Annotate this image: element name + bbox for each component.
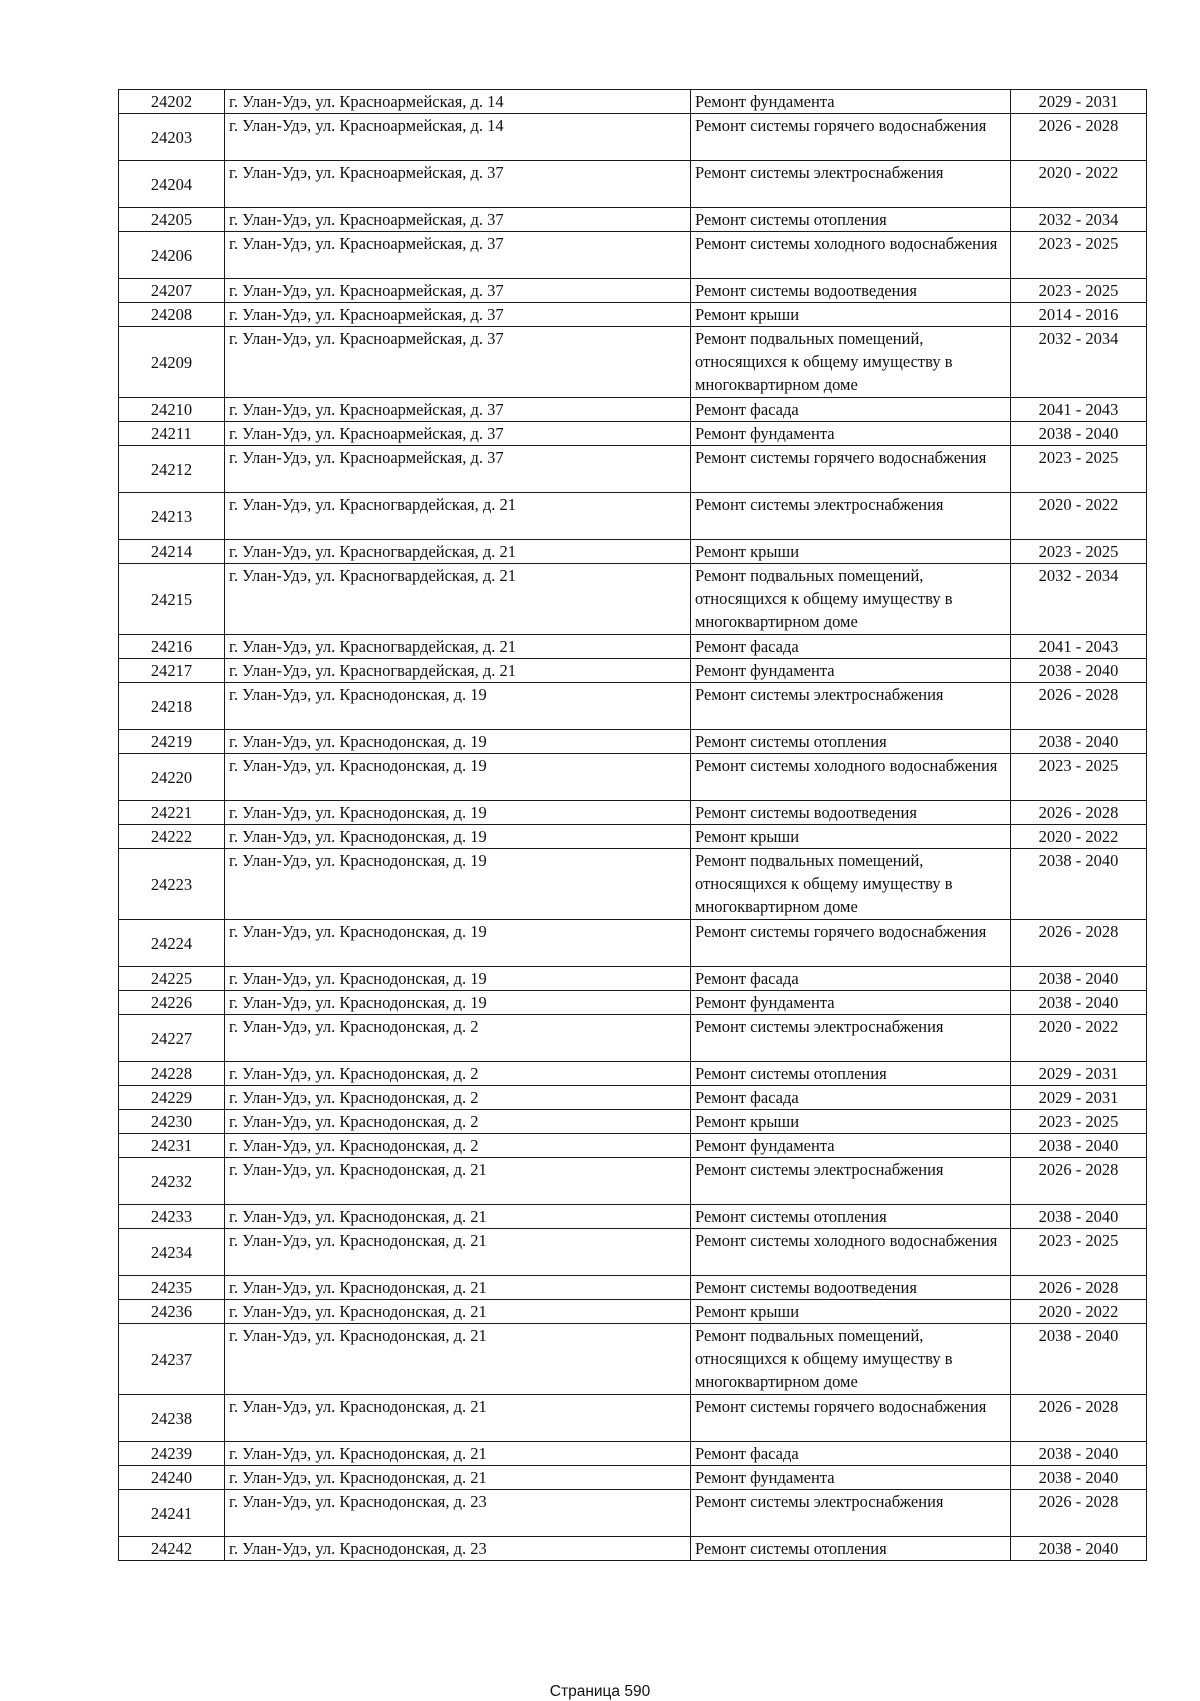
work-type-cell: Ремонт системы электроснабжения (691, 161, 1011, 208)
row-number-cell: 24204 (119, 161, 225, 208)
period-cell: 2038 - 2040 (1011, 422, 1147, 446)
row-number-cell: 24229 (119, 1086, 225, 1110)
address-cell: г. Улан-Удэ, ул. Красногвардейская, д. 21 (225, 564, 691, 635)
work-type-cell: Ремонт крыши (691, 303, 1011, 327)
work-type-cell: Ремонт подвальных помещений, относящихся к общему имуществу в многоквартирном доме (691, 327, 1011, 398)
work-type-cell: Ремонт фасада (691, 1442, 1011, 1466)
address-cell: г. Улан-Удэ, ул. Краснодонская, д. 21 (225, 1158, 691, 1205)
period-cell: 2038 - 2040 (1011, 1466, 1147, 1490)
address-cell: г. Улан-Удэ, ул. Краснодонская, д. 19 (225, 991, 691, 1015)
work-type-cell: Ремонт системы отопления (691, 1205, 1011, 1229)
row-number-cell: 24224 (119, 920, 225, 967)
work-type-cell: Ремонт системы горячего водоснабжения (691, 1395, 1011, 1442)
period-cell: 2026 - 2028 (1011, 114, 1147, 161)
row-number-cell: 24230 (119, 1110, 225, 1134)
work-type-cell: Ремонт крыши (691, 1300, 1011, 1324)
work-type-cell: Ремонт системы отопления (691, 208, 1011, 232)
row-number-cell: 24231 (119, 1134, 225, 1158)
period-cell: 2032 - 2034 (1011, 208, 1147, 232)
table-row (119, 564, 1147, 635)
period-cell: 2020 - 2022 (1011, 1015, 1147, 1062)
work-type-cell: Ремонт системы электроснабжения (691, 1490, 1011, 1537)
work-type-cell: Ремонт системы горячего водоснабжения (691, 446, 1011, 493)
address-cell: г. Улан-Удэ, ул. Красноармейская, д. 37 (225, 398, 691, 422)
address-cell: г. Улан-Удэ, ул. Красногвардейская, д. 21 (225, 635, 691, 659)
period-cell: 2038 - 2040 (1011, 1205, 1147, 1229)
table-row (119, 1466, 1147, 1490)
table-row (119, 920, 1147, 967)
table-row (119, 801, 1147, 825)
work-type-cell: Ремонт системы холодного водоснабжения (691, 754, 1011, 801)
table-row (119, 1086, 1147, 1110)
work-type-cell: Ремонт системы водоотведения (691, 1276, 1011, 1300)
address-cell: г. Улан-Удэ, ул. Красногвардейская, д. 21 (225, 659, 691, 683)
work-type-cell: Ремонт системы электроснабжения (691, 1158, 1011, 1205)
table-row (119, 659, 1147, 683)
address-cell: г. Улан-Удэ, ул. Краснодонская, д. 21 (225, 1229, 691, 1276)
row-number-cell: 24219 (119, 730, 225, 754)
work-type-cell: Ремонт системы холодного водоснабжения (691, 1229, 1011, 1276)
address-cell: г. Улан-Удэ, ул. Краснодонская, д. 23 (225, 1537, 691, 1561)
table-row (119, 1276, 1147, 1300)
table-row (119, 1442, 1147, 1466)
row-number-cell: 24202 (119, 90, 225, 114)
table-row (119, 1324, 1147, 1395)
work-type-cell: Ремонт системы горячего водоснабжения (691, 114, 1011, 161)
row-number-cell: 24212 (119, 446, 225, 493)
row-number-cell: 24207 (119, 279, 225, 303)
table-row (119, 90, 1147, 114)
address-cell: г. Улан-Удэ, ул. Краснодонская, д. 21 (225, 1300, 691, 1324)
table-row (119, 493, 1147, 540)
period-cell: 2026 - 2028 (1011, 1276, 1147, 1300)
address-cell: г. Улан-Удэ, ул. Красноармейская, д. 37 (225, 303, 691, 327)
period-cell: 2023 - 2025 (1011, 540, 1147, 564)
row-number-cell: 24206 (119, 232, 225, 279)
row-number-cell: 24237 (119, 1324, 225, 1395)
period-cell: 2026 - 2028 (1011, 801, 1147, 825)
period-cell: 2020 - 2022 (1011, 161, 1147, 208)
period-cell: 2020 - 2022 (1011, 1300, 1147, 1324)
row-number-cell: 24205 (119, 208, 225, 232)
address-cell: г. Улан-Удэ, ул. Краснодонская, д. 21 (225, 1466, 691, 1490)
work-type-cell: Ремонт системы водоотведения (691, 279, 1011, 303)
period-cell: 2038 - 2040 (1011, 991, 1147, 1015)
table-row (119, 398, 1147, 422)
period-cell: 2026 - 2028 (1011, 1158, 1147, 1205)
period-cell: 2023 - 2025 (1011, 446, 1147, 493)
row-number-cell: 24221 (119, 801, 225, 825)
table-row (119, 422, 1147, 446)
row-number-cell: 24233 (119, 1205, 225, 1229)
table-row (119, 327, 1147, 398)
table-row (119, 683, 1147, 730)
work-type-cell: Ремонт системы отопления (691, 730, 1011, 754)
table-row (119, 1110, 1147, 1134)
table-row (119, 232, 1147, 279)
work-type-cell: Ремонт крыши (691, 1110, 1011, 1134)
address-cell: г. Улан-Удэ, ул. Краснодонская, д. 2 (225, 1015, 691, 1062)
table-row (119, 1395, 1147, 1442)
address-cell: г. Улан-Удэ, ул. Краснодонская, д. 2 (225, 1110, 691, 1134)
table-row (119, 161, 1147, 208)
row-number-cell: 24203 (119, 114, 225, 161)
address-cell: г. Улан-Удэ, ул. Краснодонская, д. 19 (225, 683, 691, 730)
period-cell: 2038 - 2040 (1011, 1537, 1147, 1561)
table-row (119, 825, 1147, 849)
row-number-cell: 24240 (119, 1466, 225, 1490)
row-number-cell: 24223 (119, 849, 225, 920)
table-row (119, 754, 1147, 801)
address-cell: г. Улан-Удэ, ул. Краснодонская, д. 19 (225, 967, 691, 991)
period-cell: 2029 - 2031 (1011, 1062, 1147, 1086)
period-cell: 2026 - 2028 (1011, 920, 1147, 967)
address-cell: г. Улан-Удэ, ул. Краснодонская, д. 19 (225, 730, 691, 754)
address-cell: г. Улан-Удэ, ул. Краснодонская, д. 19 (225, 754, 691, 801)
work-type-cell: Ремонт фасада (691, 1086, 1011, 1110)
work-type-cell: Ремонт фундамента (691, 991, 1011, 1015)
address-cell: г. Улан-Удэ, ул. Красноармейская, д. 14 (225, 114, 691, 161)
address-cell: г. Улан-Удэ, ул. Красноармейская, д. 37 (225, 232, 691, 279)
table-body (119, 90, 1147, 1561)
work-type-cell: Ремонт подвальных помещений, относящихся к общему имуществу в многоквартирном доме (691, 564, 1011, 635)
period-cell: 2023 - 2025 (1011, 279, 1147, 303)
row-number-cell: 24225 (119, 967, 225, 991)
table-row (119, 540, 1147, 564)
period-cell: 2032 - 2034 (1011, 564, 1147, 635)
work-type-cell: Ремонт крыши (691, 825, 1011, 849)
address-cell: г. Улан-Удэ, ул. Краснодонская, д. 2 (225, 1062, 691, 1086)
row-number-cell: 24235 (119, 1276, 225, 1300)
table-row (119, 730, 1147, 754)
table-row (119, 303, 1147, 327)
period-cell: 2014 - 2016 (1011, 303, 1147, 327)
row-number-cell: 24208 (119, 303, 225, 327)
address-cell: г. Улан-Удэ, ул. Краснодонская, д. 21 (225, 1395, 691, 1442)
address-cell: г. Улан-Удэ, ул. Красноармейская, д. 37 (225, 161, 691, 208)
address-cell: г. Улан-Удэ, ул. Краснодонская, д. 19 (225, 849, 691, 920)
table-row (119, 1490, 1147, 1537)
period-cell: 2038 - 2040 (1011, 1442, 1147, 1466)
work-type-cell: Ремонт крыши (691, 540, 1011, 564)
period-cell: 2023 - 2025 (1011, 754, 1147, 801)
row-number-cell: 24222 (119, 825, 225, 849)
table-row (119, 1537, 1147, 1561)
address-cell: г. Улан-Удэ, ул. Краснодонская, д. 19 (225, 825, 691, 849)
work-type-cell: Ремонт фундамента (691, 90, 1011, 114)
row-number-cell: 24210 (119, 398, 225, 422)
period-cell: 2023 - 2025 (1011, 1229, 1147, 1276)
table-row (119, 114, 1147, 161)
table-row (119, 446, 1147, 493)
table-row (119, 208, 1147, 232)
address-cell: г. Улан-Удэ, ул. Краснодонская, д. 19 (225, 801, 691, 825)
table-row (119, 849, 1147, 920)
row-number-cell: 24218 (119, 683, 225, 730)
period-cell: 2023 - 2025 (1011, 1110, 1147, 1134)
address-cell: г. Улан-Удэ, ул. Красногвардейская, д. 21 (225, 540, 691, 564)
period-cell: 2020 - 2022 (1011, 825, 1147, 849)
row-number-cell: 24211 (119, 422, 225, 446)
row-number-cell: 24242 (119, 1537, 225, 1561)
work-type-cell: Ремонт системы электроснабжения (691, 493, 1011, 540)
page-number: Страница 590 (549, 1683, 651, 1700)
period-cell: 2032 - 2034 (1011, 327, 1147, 398)
work-type-cell: Ремонт фасада (691, 967, 1011, 991)
row-number-cell: 24228 (119, 1062, 225, 1086)
row-number-cell: 24241 (119, 1490, 225, 1537)
row-number-cell: 24209 (119, 327, 225, 398)
address-cell: г. Улан-Удэ, ул. Краснодонская, д. 21 (225, 1205, 691, 1229)
address-cell: г. Улан-Удэ, ул. Краснодонская, д. 2 (225, 1134, 691, 1158)
period-cell: 2041 - 2043 (1011, 398, 1147, 422)
table-row (119, 1015, 1147, 1062)
work-type-cell: Ремонт фасада (691, 398, 1011, 422)
table-row (119, 279, 1147, 303)
period-cell: 2038 - 2040 (1011, 659, 1147, 683)
work-type-cell: Ремонт системы электроснабжения (691, 1015, 1011, 1062)
period-cell: 2029 - 2031 (1011, 90, 1147, 114)
table-row (119, 991, 1147, 1015)
period-cell: 2023 - 2025 (1011, 232, 1147, 279)
period-cell: 2038 - 2040 (1011, 1324, 1147, 1395)
address-cell: г. Улан-Удэ, ул. Краснодонская, д. 19 (225, 920, 691, 967)
row-number-cell: 24232 (119, 1158, 225, 1205)
work-type-cell: Ремонт фундамента (691, 422, 1011, 446)
period-cell: 2038 - 2040 (1011, 849, 1147, 920)
row-number-cell: 24236 (119, 1300, 225, 1324)
period-cell: 2026 - 2028 (1011, 683, 1147, 730)
table-row (119, 1229, 1147, 1276)
table-row (119, 1300, 1147, 1324)
address-cell: г. Улан-Удэ, ул. Краснодонская, д. 21 (225, 1324, 691, 1395)
period-cell: 2038 - 2040 (1011, 1134, 1147, 1158)
period-cell: 2026 - 2028 (1011, 1395, 1147, 1442)
row-number-cell: 24226 (119, 991, 225, 1015)
work-type-cell: Ремонт системы горячего водоснабжения (691, 920, 1011, 967)
work-type-cell: Ремонт системы холодного водоснабжения (691, 232, 1011, 279)
address-cell: г. Улан-Удэ, ул. Красноармейская, д. 14 (225, 90, 691, 114)
work-type-cell: Ремонт фундамента (691, 1466, 1011, 1490)
table-row (119, 1062, 1147, 1086)
address-cell: г. Улан-Удэ, ул. Краснодонская, д. 23 (225, 1490, 691, 1537)
work-type-cell: Ремонт системы электроснабжения (691, 683, 1011, 730)
work-type-cell: Ремонт системы отопления (691, 1537, 1011, 1561)
table-row (119, 1158, 1147, 1205)
period-cell: 2038 - 2040 (1011, 967, 1147, 991)
address-cell: г. Улан-Удэ, ул. Красногвардейская, д. 21 (225, 493, 691, 540)
address-cell: г. Улан-Удэ, ул. Красноармейская, д. 37 (225, 327, 691, 398)
address-cell: г. Улан-Удэ, ул. Краснодонская, д. 2 (225, 1086, 691, 1110)
work-type-cell: Ремонт подвальных помещений, относящихся к общему имуществу в многоквартирном доме (691, 1324, 1011, 1395)
address-cell: г. Улан-Удэ, ул. Красноармейская, д. 37 (225, 422, 691, 446)
period-cell: 2020 - 2022 (1011, 493, 1147, 540)
work-type-cell: Ремонт фундамента (691, 1134, 1011, 1158)
repair-schedule-table (118, 89, 1147, 1561)
work-type-cell: Ремонт фундамента (691, 659, 1011, 683)
row-number-cell: 24239 (119, 1442, 225, 1466)
table-row (119, 1205, 1147, 1229)
work-type-cell: Ремонт системы отопления (691, 1062, 1011, 1086)
table-row (119, 1134, 1147, 1158)
work-type-cell: Ремонт подвальных помещений, относящихся к общему имуществу в многоквартирном доме (691, 849, 1011, 920)
address-cell: г. Улан-Удэ, ул. Красноармейская, д. 37 (225, 279, 691, 303)
period-cell: 2038 - 2040 (1011, 730, 1147, 754)
row-number-cell: 24238 (119, 1395, 225, 1442)
period-cell: 2029 - 2031 (1011, 1086, 1147, 1110)
row-number-cell: 24234 (119, 1229, 225, 1276)
row-number-cell: 24220 (119, 754, 225, 801)
row-number-cell: 24217 (119, 659, 225, 683)
work-type-cell: Ремонт системы водоотведения (691, 801, 1011, 825)
period-cell: 2026 - 2028 (1011, 1490, 1147, 1537)
address-cell: г. Улан-Удэ, ул. Красноармейская, д. 37 (225, 208, 691, 232)
row-number-cell: 24215 (119, 564, 225, 635)
row-number-cell: 24227 (119, 1015, 225, 1062)
row-number-cell: 24216 (119, 635, 225, 659)
row-number-cell: 24214 (119, 540, 225, 564)
address-cell: г. Улан-Удэ, ул. Краснодонская, д. 21 (225, 1442, 691, 1466)
address-cell: г. Улан-Удэ, ул. Красноармейская, д. 37 (225, 446, 691, 493)
row-number-cell: 24213 (119, 493, 225, 540)
table-row (119, 967, 1147, 991)
period-cell: 2041 - 2043 (1011, 635, 1147, 659)
table-row (119, 635, 1147, 659)
work-type-cell: Ремонт фасада (691, 635, 1011, 659)
address-cell: г. Улан-Удэ, ул. Краснодонская, д. 21 (225, 1276, 691, 1300)
